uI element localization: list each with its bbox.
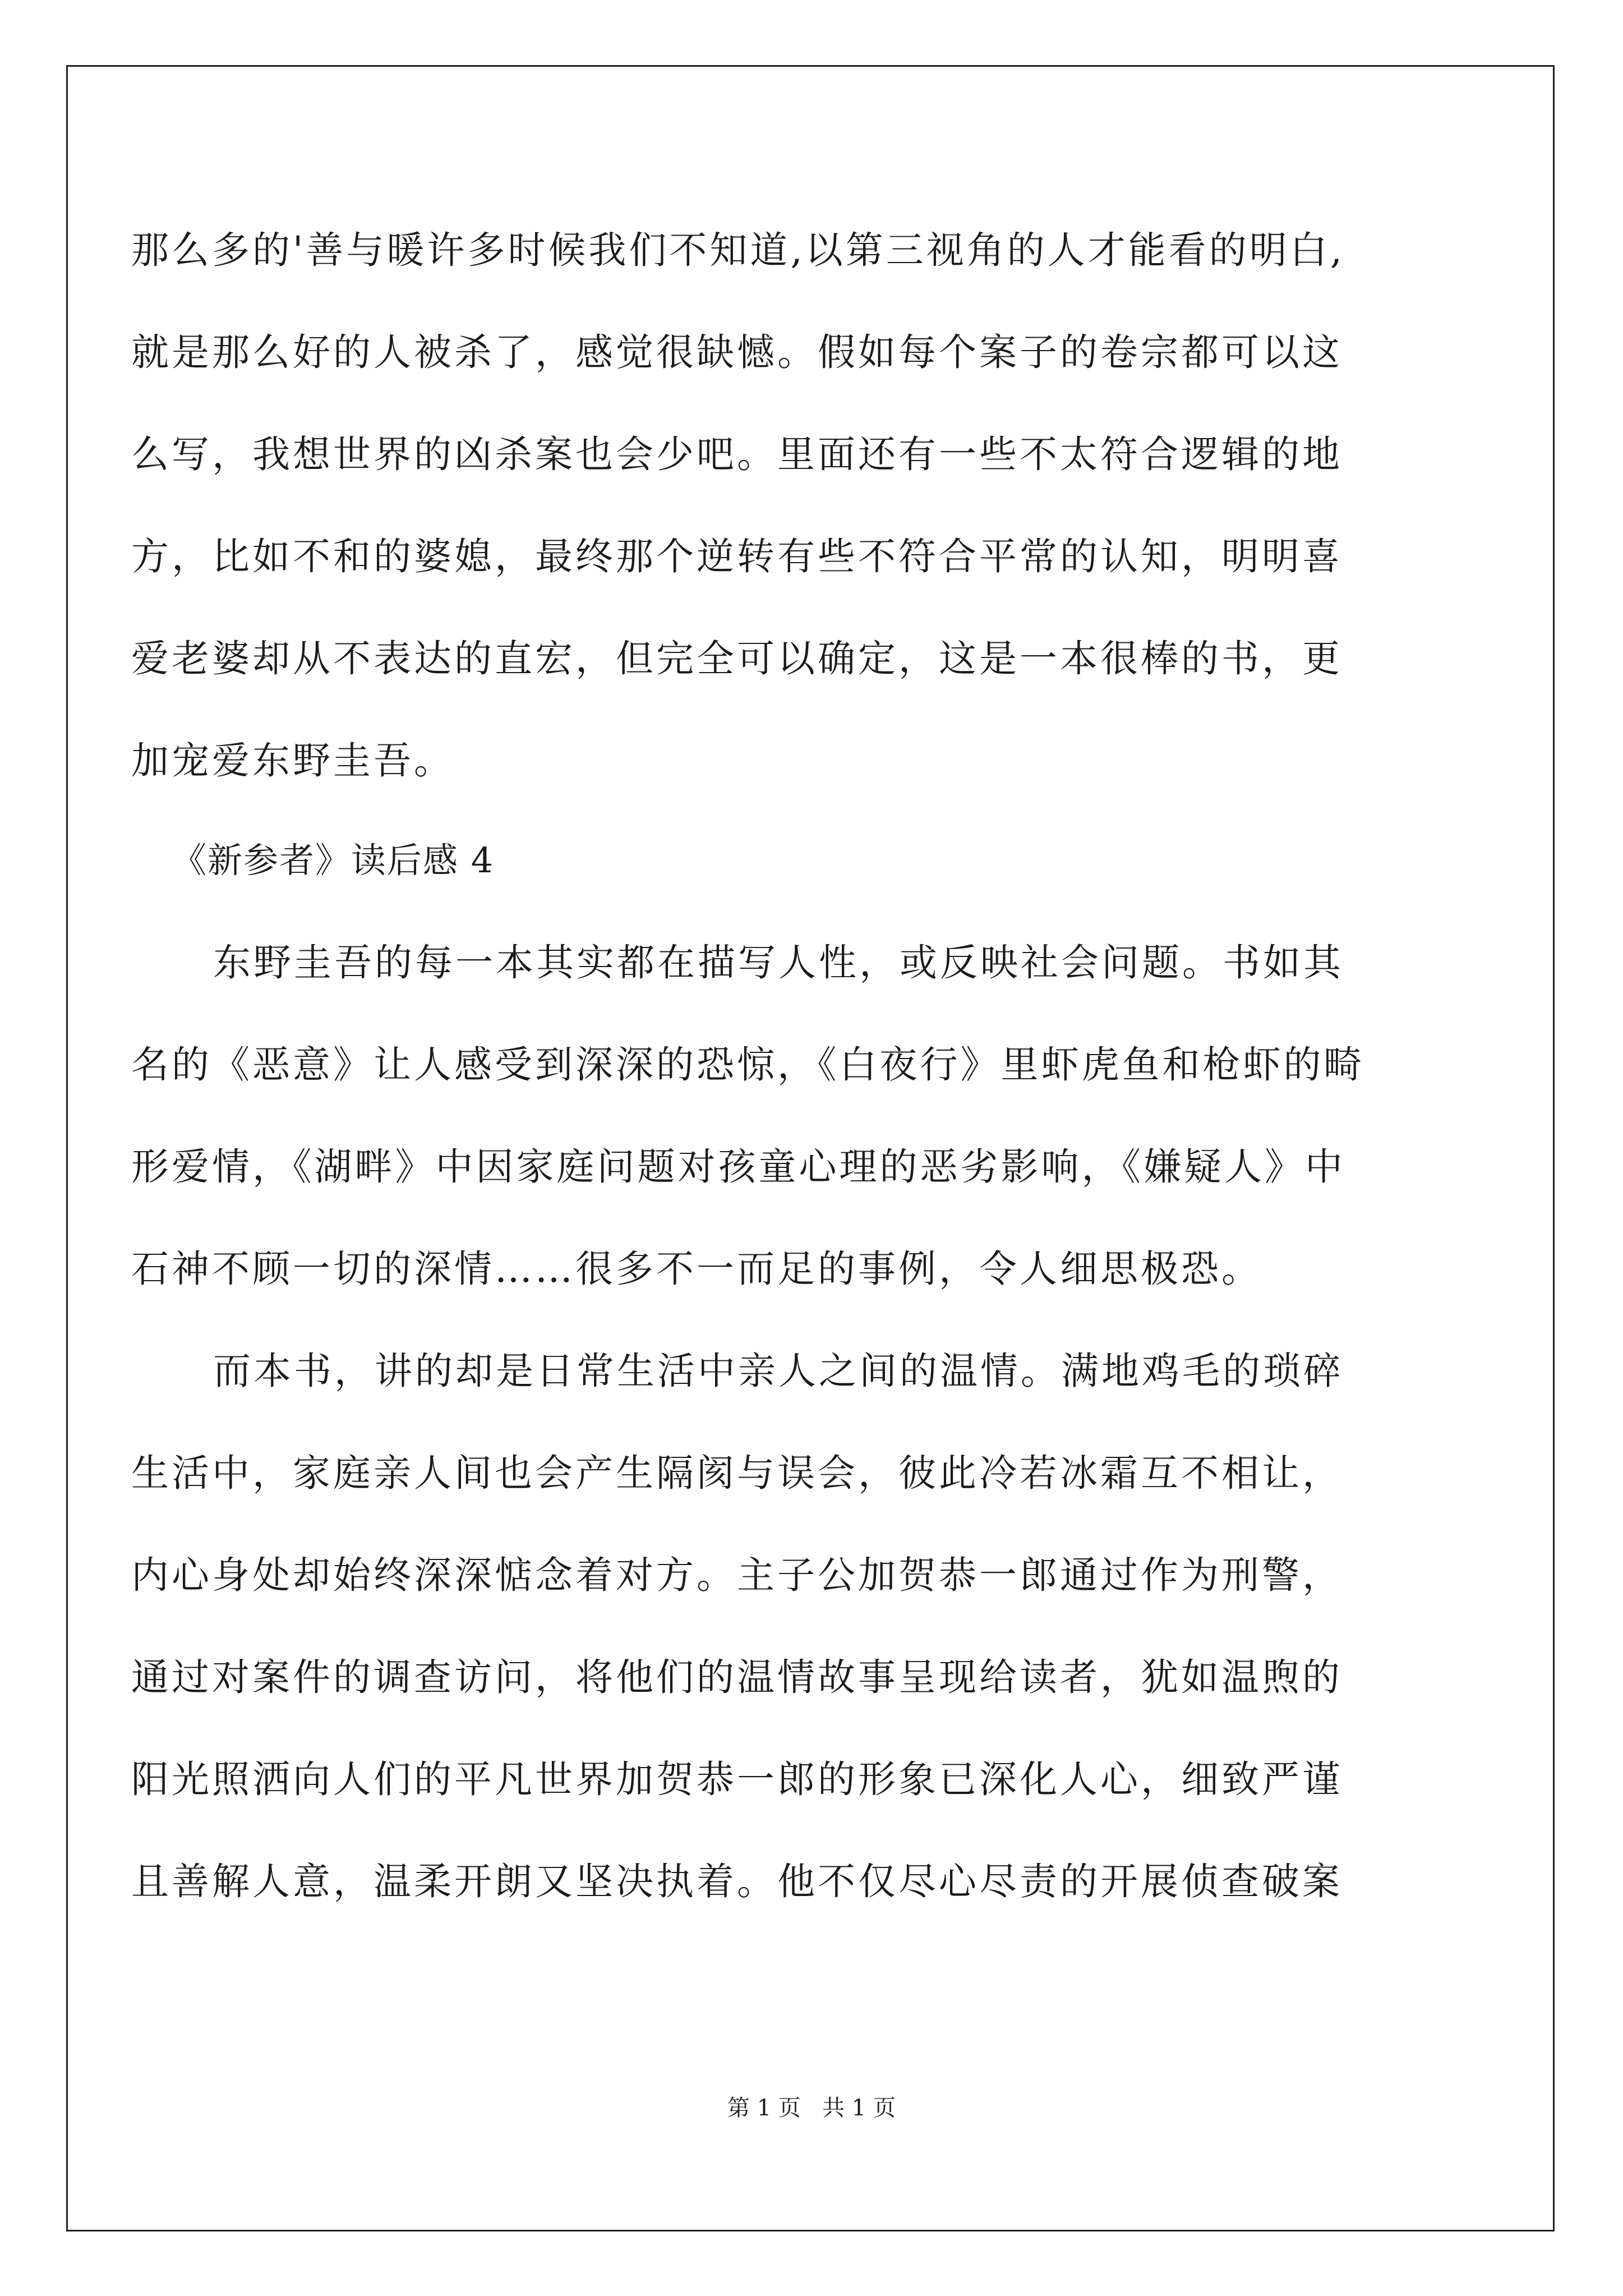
text-line: 方，比如不和的婆媳，最终那个逆转有些不符合平常的认知，明明喜	[131, 535, 1343, 578]
text-line: 内心身处却始终深深惦念着对方。主子公加贺恭一郎通过作为刑警，	[131, 1553, 1343, 1597]
text-line: 生活中，家庭亲人间也会产生隔阂与误会，彼此冷若冰霜互不相让，	[131, 1451, 1343, 1495]
text-line: 通过对案件的调查访问，将他们的温情故事呈现给读者，犹如温煦的	[131, 1655, 1343, 1699]
section-heading: 《新参者》读后感 4	[172, 840, 495, 881]
text-line: 加宠爱东野圭吾。	[131, 739, 454, 783]
text-line: 且善解人意，温柔开朗又坚决执着。他不仅尽心尽责的开展侦查破案	[131, 1860, 1343, 1903]
text-line: 而本书，讲的却是日常生活中亲人之间的温情。满地鸡毛的琐碎	[213, 1349, 1344, 1393]
text-line: 就是那么好的人被杀了，感觉很缺憾。假如每个案子的卷宗都可以这	[131, 330, 1343, 374]
text-line: 东野圭吾的每一本其实都在描写人性，或反映社会问题。书如其	[213, 941, 1344, 984]
text-line: 爱老婆却从不表达的直宏，但完全可以确定，这是一本很棒的书，更	[131, 637, 1343, 680]
text-line: 形爱情，《湖畔》中因家庭问题对孩童心理的恶劣影响，《嫌疑人》中	[131, 1145, 1345, 1189]
text-line: 那么多的'善与暖许多时候我们不知道,以第三视角的人才能看的明白,	[131, 228, 1345, 272]
text-line: 阳光照洒向人们的平凡世界加贺恭一郎的形象已深化人心，细致严谨	[131, 1757, 1343, 1801]
page-footer: 第 1 页 共 1 页	[727, 2095, 896, 2121]
text-line: 名的《恶意》让人感受到深深的恐惊，《白夜行》里虾虎鱼和枪虾的畸	[131, 1043, 1364, 1087]
text-line: 么写，我想世界的凶杀案也会少吧。里面还有一些不太符合逻辑的地	[131, 432, 1343, 476]
text-line: 石神不顾一切的深情……很多不一而足的事例，令人细思极恐。	[131, 1247, 1262, 1291]
